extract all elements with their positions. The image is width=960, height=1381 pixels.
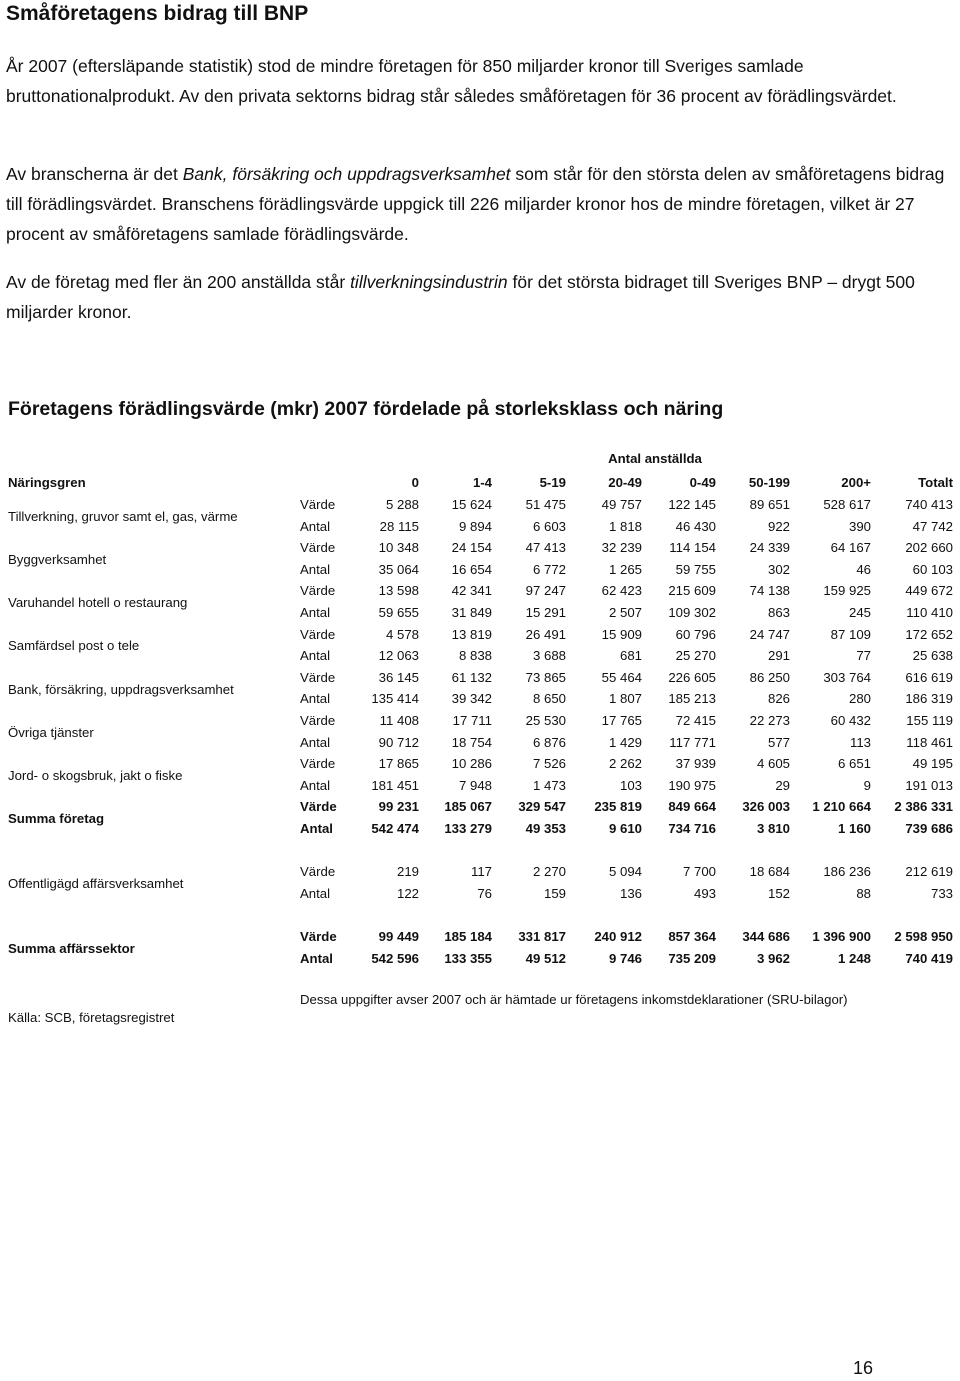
table-cell: 13 598: [378, 583, 419, 599]
table-cell: 542 474: [371, 821, 419, 836]
table-cell: 99 231: [378, 799, 419, 815]
row-measure-label: Antal: [300, 648, 331, 664]
table-cell: 1 160: [837, 821, 871, 836]
table-cell: 46: [856, 561, 871, 577]
table-row: [0, 883, 960, 905]
table-cell: 25 530: [525, 713, 566, 728]
row-measure-label: Värde: [300, 756, 336, 772]
table-cell: 64 167: [830, 540, 871, 556]
table-cell: 3 962: [756, 950, 790, 966]
row-group-name: Offentligägd affärsverksamhet: [8, 875, 184, 891]
table-cell: 32 239: [601, 540, 642, 556]
table-cell: 6 603: [532, 518, 566, 534]
table-cell: 90 712: [378, 734, 419, 750]
row-group-name: Övriga tjänster: [8, 724, 94, 740]
table-cell: 60 103: [912, 561, 953, 577]
table-cell: 62 423: [601, 583, 642, 599]
row-measure-label: Värde: [300, 864, 336, 879]
table-cell: 331 817: [518, 929, 566, 944]
table-cell: 2 598 950: [894, 929, 953, 944]
column-header: Totalt: [918, 475, 953, 490]
table-cell: 577: [767, 734, 790, 750]
table-cell: 1 248: [837, 950, 871, 966]
table-row: [0, 926, 960, 948]
paragraph-large-firms-pre: Av de företag med fler än 200 anställda står: [6, 272, 351, 292]
table-cell: 49 353: [525, 821, 566, 836]
table-cell: 60 796: [675, 626, 716, 642]
table-cell: 739 686: [905, 821, 953, 836]
table-cell: 22 273: [749, 713, 790, 728]
table-row: [0, 602, 960, 624]
table-cell: 202 660: [905, 540, 953, 556]
table-cell: 59 655: [378, 605, 419, 620]
table-cell: 1 473: [532, 777, 566, 793]
row-measure-label: Värde: [300, 713, 336, 728]
paragraph-branches-pre: Av branscherna är det: [6, 164, 183, 184]
table-cell: 235 819: [594, 799, 642, 815]
row-measure-label: Antal: [300, 561, 331, 577]
table-cell: 857 364: [668, 929, 716, 944]
column-header-naringsgren: Näringsgren: [8, 475, 86, 490]
table-cell: 99 449: [378, 929, 419, 944]
row-measure-label: Värde: [300, 626, 336, 642]
table-cell: 35 064: [378, 561, 419, 577]
table-cell: 734 716: [668, 821, 716, 836]
table-cell: 16 654: [451, 561, 492, 577]
table-cell: 1 396 900: [812, 929, 871, 944]
table-row: [0, 516, 960, 538]
column-header: 20-49: [608, 475, 642, 490]
row-measure-label: Värde: [300, 497, 336, 512]
table-cell: 42 341: [451, 583, 492, 599]
table-row: [0, 948, 960, 970]
table-cell: 159 925: [823, 583, 871, 599]
table-cell: 61 132: [451, 669, 492, 685]
table-cell: 849 664: [668, 799, 716, 815]
table-cell: 2 507: [608, 605, 642, 620]
table-source: Källa: SCB, företagsregistret: [8, 1010, 175, 1025]
row-measure-label: Antal: [300, 691, 331, 707]
column-header: 200+: [841, 475, 871, 490]
table-cell: 133 279: [444, 821, 492, 836]
table-cell: 152: [767, 885, 790, 901]
table-cell: 4 578: [385, 626, 419, 642]
row-group-name: Varuhandel hotell o restaurang: [8, 595, 188, 611]
row-group-name: Summa affärssektor: [8, 940, 135, 956]
table-row: [0, 818, 960, 840]
table-cell: 302: [767, 561, 790, 577]
table-cell: 226 605: [668, 669, 716, 685]
table-cell: 76: [477, 885, 492, 901]
table-cell: 46 430: [675, 518, 716, 534]
table-row: [0, 494, 960, 516]
table-cell: 135 414: [371, 691, 419, 707]
table-cell: 186 236: [823, 864, 871, 879]
paragraph-intro-text: År 2007 (eftersläpande statistik) stod de mindre företagen för 850 miljarder kronor till Sveriges samlade bruttonationalprodukt. Av den privata sektorns bidrag står således småföretagen för 36 procent av förädlingsvärdet.: [6, 56, 897, 106]
table-cell: 29: [775, 777, 790, 793]
table-row: [0, 537, 960, 559]
table-cell: 122: [396, 885, 419, 901]
table-cell: 344 686: [742, 929, 790, 944]
table-cell: 26 491: [525, 626, 566, 642]
table-cell: 219: [396, 864, 419, 879]
table-cell: 24 339: [749, 540, 790, 556]
table-cell: 740 413: [905, 497, 953, 512]
table-cell: 740 419: [905, 950, 953, 966]
table-cell: 2 262: [608, 756, 642, 772]
table-cell: 616 619: [905, 669, 953, 685]
row-measure-label: Antal: [300, 821, 333, 836]
row-measure-label: Antal: [300, 885, 331, 901]
table-cell: 1 807: [608, 691, 642, 707]
table-cell: 72 415: [675, 713, 716, 728]
table-cell: 542 596: [371, 950, 419, 966]
table-cell: 25 638: [912, 648, 953, 664]
row-measure-label: Värde: [300, 583, 336, 599]
paragraph-branches-italic: Bank, försäkring och uppdragsverksamhet: [182, 164, 511, 184]
table-cell: 10 286: [451, 756, 492, 772]
table-cell: 17 765: [601, 713, 642, 728]
table-cell: 24 747: [749, 626, 790, 642]
table-cell: 47 742: [912, 518, 953, 534]
table-cell: 24 154: [451, 540, 492, 556]
table-cell: 89 651: [749, 497, 790, 512]
table-cell: 1 429: [608, 734, 642, 750]
table-cell: 291: [767, 648, 790, 664]
table-cell: 77: [856, 648, 871, 664]
table-cell: 303 764: [823, 669, 871, 685]
table-row: [0, 753, 960, 775]
table-cell: 25 270: [675, 648, 716, 664]
table-cell: 1 210 664: [812, 799, 871, 815]
table-cell: 17 865: [378, 756, 419, 772]
table-cell: 159: [543, 885, 566, 901]
row-measure-label: Antal: [300, 777, 331, 793]
table-cell: 215 609: [668, 583, 716, 599]
table-cell: 2 270: [532, 864, 566, 879]
table-cell: 118 461: [906, 734, 953, 750]
row-group-name: Samfärdsel post o tele: [8, 638, 140, 654]
column-header: 50-199: [748, 475, 790, 490]
column-header: 0: [411, 475, 419, 490]
row-measure-label: Värde: [300, 929, 337, 944]
table-cell: 7 700: [682, 864, 716, 879]
table-cell: 17 711: [452, 713, 492, 728]
table-row: [0, 732, 960, 754]
table-title: Företagens förädlingsvärde (mkr) 2007 fördelade på storleksklass och näring: [8, 398, 724, 420]
table-cell: 326 003: [742, 799, 790, 815]
table-cell: 11 408: [379, 713, 419, 728]
page-title: Småföretagens bidrag till BNP: [6, 2, 309, 25]
table-cell: 88: [856, 885, 871, 901]
paragraph-large-firms: [6, 267, 954, 327]
table-cell: 49 195: [912, 756, 953, 772]
table-cell: 60 432: [830, 713, 871, 728]
table-cell: 49 512: [525, 950, 566, 966]
table-cell: 31 849: [451, 605, 492, 620]
table-cell: 39 342: [451, 691, 492, 707]
table-cell: 329 547: [518, 799, 566, 815]
table-cell: 9 746: [608, 950, 642, 966]
paragraph-large-firms-italic: tillverkningsindustrin: [350, 272, 508, 292]
table-cell: 390: [848, 518, 871, 534]
table-cell: 73 865: [525, 669, 566, 685]
table-cell: 9 610: [608, 821, 642, 836]
table-cell: 245: [848, 605, 871, 620]
table-cell: 528 617: [823, 497, 871, 512]
table-cell: 109 302: [668, 605, 716, 620]
column-header: 0-49: [689, 475, 716, 490]
row-group-name: Tillverkning, gruvor samt el, gas, värme: [8, 508, 238, 524]
table-row: [0, 580, 960, 602]
table-cell: 49 757: [601, 497, 642, 512]
table-cell: 13 819: [451, 626, 492, 642]
table-cell: 240 912: [594, 929, 642, 944]
table-cell: 4 605: [756, 756, 790, 772]
table-row: [0, 775, 960, 797]
paragraph-branches: [6, 159, 954, 249]
table-cell: 28 115: [379, 518, 419, 534]
row-group-name: Byggverksamhet: [8, 552, 107, 567]
table-cell: 122 145: [668, 497, 716, 512]
table-cell: 2 386 331: [894, 799, 953, 815]
table-cell: 113: [849, 734, 871, 750]
column-header: 5-19: [539, 475, 566, 490]
table-cell: 8 838: [458, 648, 492, 664]
table-cell: 15 291: [525, 605, 566, 620]
table-cell: 117 771: [669, 734, 716, 750]
table-cell: 55 464: [601, 669, 642, 685]
table-cell: 114 154: [669, 540, 716, 556]
row-group-name: Bank, försäkring, uppdragsverksamhet: [8, 681, 234, 697]
table-cell: 191 013: [905, 777, 953, 793]
table-cell: 9: [863, 777, 871, 793]
table-cell: 449 672: [905, 583, 953, 599]
row-group-name: Jord- o skogsbruk, jakt o fiske: [8, 768, 183, 783]
table-cell: 110 410: [906, 605, 953, 620]
table-row: [0, 645, 960, 667]
table-cell: 155 119: [906, 713, 953, 728]
table-cell: 3 810: [756, 821, 790, 836]
row-measure-label: Antal: [300, 605, 331, 620]
table-cell: 185 184: [444, 929, 492, 944]
table-cell: 922: [767, 518, 790, 534]
table-cell: 7 948: [458, 777, 492, 793]
table-cell: 15 624: [451, 497, 492, 512]
table-cell: 7 526: [532, 756, 566, 772]
column-header: 1-4: [472, 475, 492, 490]
row-measure-label: Värde: [300, 799, 337, 815]
table-cell: 826: [767, 691, 790, 707]
paragraph-intro: [6, 51, 954, 111]
table-header-row: [0, 472, 960, 494]
table-cell: 74 138: [749, 583, 790, 599]
table-row: [0, 710, 960, 732]
table-cell: 36 145: [378, 669, 419, 685]
table-cell: 97 247: [525, 583, 566, 599]
table-cell: 6 876: [532, 734, 566, 750]
table-cell: 18 754: [451, 734, 492, 750]
table-cell: 172 652: [905, 626, 953, 642]
table-cell: 681: [619, 648, 642, 664]
table-row: [0, 667, 960, 689]
table-cell: 186 319: [905, 691, 953, 707]
row-measure-label: Värde: [300, 540, 336, 556]
table-cell: 103: [619, 777, 642, 793]
table-row: [0, 861, 960, 883]
table-row: [0, 688, 960, 710]
table-cell: 37 939: [675, 756, 716, 772]
table-cell: 493: [693, 885, 716, 901]
paragraph-branches-post: som står för den största delen av småföretagens bidrag till förädlingsvärdet. Branschens förädlingsvärde uppgick till 226 miljarder kronor hos de mindre företagen, vilket är 27 procent av småföretagens samlade förädlingsvärde.: [6, 164, 945, 244]
table-cell: 5 094: [608, 864, 642, 879]
table-cell: 3 688: [532, 648, 566, 664]
table-cell: 280: [848, 691, 871, 707]
table-group-header: Antal anställda: [608, 451, 702, 466]
row-measure-label: Antal: [300, 950, 333, 966]
table-cell: 190 975: [668, 777, 716, 793]
table-cell: 15 909: [601, 626, 642, 642]
row-measure-label: Värde: [300, 669, 336, 685]
table-cell: 9 894: [458, 518, 492, 534]
table-cell: 863: [767, 605, 790, 620]
table-note: Dessa uppgifter avser 2007 och är hämtade ur företagens inkomstdeklarationer (SRU-bilagor): [300, 992, 848, 1007]
table-cell: 6 772: [532, 561, 566, 577]
table-cell: 212 619: [905, 864, 953, 879]
table-row: [0, 796, 960, 818]
table-cell: 117: [470, 864, 492, 879]
page-number: 16: [853, 1358, 874, 1378]
table-cell: 1 265: [608, 561, 642, 577]
table-cell: 51 475: [525, 497, 566, 512]
table-cell: 133 355: [444, 950, 492, 966]
row-group-name: Summa företag: [8, 811, 104, 827]
table-cell: 735 209: [668, 950, 716, 966]
row-measure-label: Antal: [300, 518, 331, 534]
table-cell: 12 063: [378, 648, 419, 664]
table-cell: 87 109: [830, 626, 871, 642]
table-cell: 5 288: [385, 497, 419, 512]
table-cell: 181 451: [371, 777, 419, 793]
table-cell: 733: [930, 885, 953, 901]
table-cell: 185 067: [444, 799, 492, 815]
table-cell: 18 684: [749, 864, 790, 879]
table-cell: 1 818: [608, 518, 642, 534]
table-cell: 59 755: [675, 561, 716, 577]
table-cell: 185 213: [668, 691, 716, 707]
table-cell: 136: [619, 885, 642, 901]
table-row: [0, 559, 960, 581]
table-cell: 8 650: [532, 691, 566, 707]
table-row: [0, 624, 960, 646]
table-cell: 86 250: [749, 669, 790, 685]
table-cell: 10 348: [378, 540, 419, 556]
table-cell: 47 413: [525, 540, 566, 556]
row-measure-label: Antal: [300, 734, 331, 750]
paragraph-large-firms-post: för det största bidraget till Sveriges BNP – drygt 500 miljarder kronor.: [6, 272, 915, 322]
table-cell: 6 651: [837, 756, 871, 772]
